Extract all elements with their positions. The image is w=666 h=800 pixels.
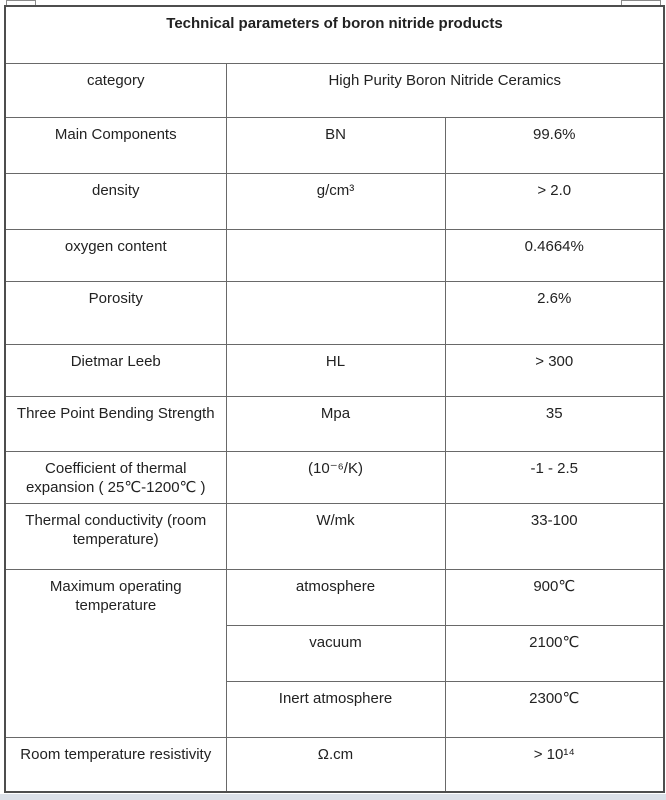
table-row xyxy=(5,503,664,569)
unit-cell-oxygen-content xyxy=(226,229,445,281)
param-cell-category: category xyxy=(5,63,226,117)
value-cell-inert-atmosphere: 2300℃ xyxy=(445,681,664,737)
param-cell-thermal-conductivity: Thermal conductivity (room temperature) xyxy=(5,503,226,569)
table-title: Technical parameters of boron nitride products xyxy=(5,6,664,63)
param-cell-porosity: Porosity xyxy=(5,281,226,344)
table-row xyxy=(5,569,664,625)
unit-cell-thermal-conductivity: W/mk xyxy=(226,503,445,569)
unit-cell-thermal-expansion: (10⁻⁶/K) xyxy=(226,451,445,503)
table-row xyxy=(5,117,664,173)
value-cell-thermal-conductivity: 33-100 xyxy=(445,503,664,569)
unit-cell-bending-strength: Mpa xyxy=(226,396,445,451)
param-cell-oxygen-content: oxygen content xyxy=(5,229,226,281)
param-cell-density: density xyxy=(5,173,226,229)
table-row xyxy=(5,281,664,344)
technical-parameters-table xyxy=(4,5,665,793)
table-row xyxy=(5,229,664,281)
value-cell-bending-strength: 35 xyxy=(445,396,664,451)
unit-cell-porosity xyxy=(226,281,445,344)
value-cell-dietmar-leeb: > 300 xyxy=(445,344,664,396)
param-cell-room-temperature-resistivity: Room temperature resistivity xyxy=(5,737,226,792)
param-cell-bending-strength: Three Point Bending Strength xyxy=(5,396,226,451)
value-cell-thermal-expansion: -1 - 2.5 xyxy=(445,451,664,503)
unit-cell-vacuum: vacuum xyxy=(226,625,445,681)
unit-cell-main-components: BN xyxy=(226,117,445,173)
table-row xyxy=(5,63,664,117)
table-row xyxy=(5,344,664,396)
unit-cell-atmosphere: atmosphere xyxy=(226,569,445,625)
page-bottom-strip xyxy=(0,794,666,800)
table-row xyxy=(5,737,664,792)
table-row xyxy=(5,451,664,503)
param-cell-dietmar-leeb: Dietmar Leeb xyxy=(5,344,226,396)
param-cell-thermal-expansion: Coefficient of thermal expansion ( 25℃-1200℃ ) xyxy=(5,451,226,503)
value-cell-category: High Purity Boron Nitride Ceramics xyxy=(226,63,664,117)
param-cell-main-components: Main Components xyxy=(5,117,226,173)
unit-cell-room-temperature-resistivity: Ω.cm xyxy=(226,737,445,792)
value-cell-vacuum: 2100℃ xyxy=(445,625,664,681)
value-cell-oxygen-content: 0.4664% xyxy=(445,229,664,281)
table-row xyxy=(5,6,664,63)
value-cell-atmosphere: 900℃ xyxy=(445,569,664,625)
value-cell-room-temperature-resistivity: > 10¹⁴ xyxy=(445,737,664,792)
param-cell-max-operating-temperature: Maximum operating temperature xyxy=(5,569,226,737)
value-cell-density: > 2.0 xyxy=(445,173,664,229)
value-cell-main-components: 99.6% xyxy=(445,117,664,173)
table-row xyxy=(5,396,664,451)
table-row xyxy=(5,173,664,229)
unit-cell-inert-atmosphere: Inert atmosphere xyxy=(226,681,445,737)
unit-cell-density: g/cm³ xyxy=(226,173,445,229)
value-cell-porosity: 2.6% xyxy=(445,281,664,344)
unit-cell-dietmar-leeb: HL xyxy=(226,344,445,396)
